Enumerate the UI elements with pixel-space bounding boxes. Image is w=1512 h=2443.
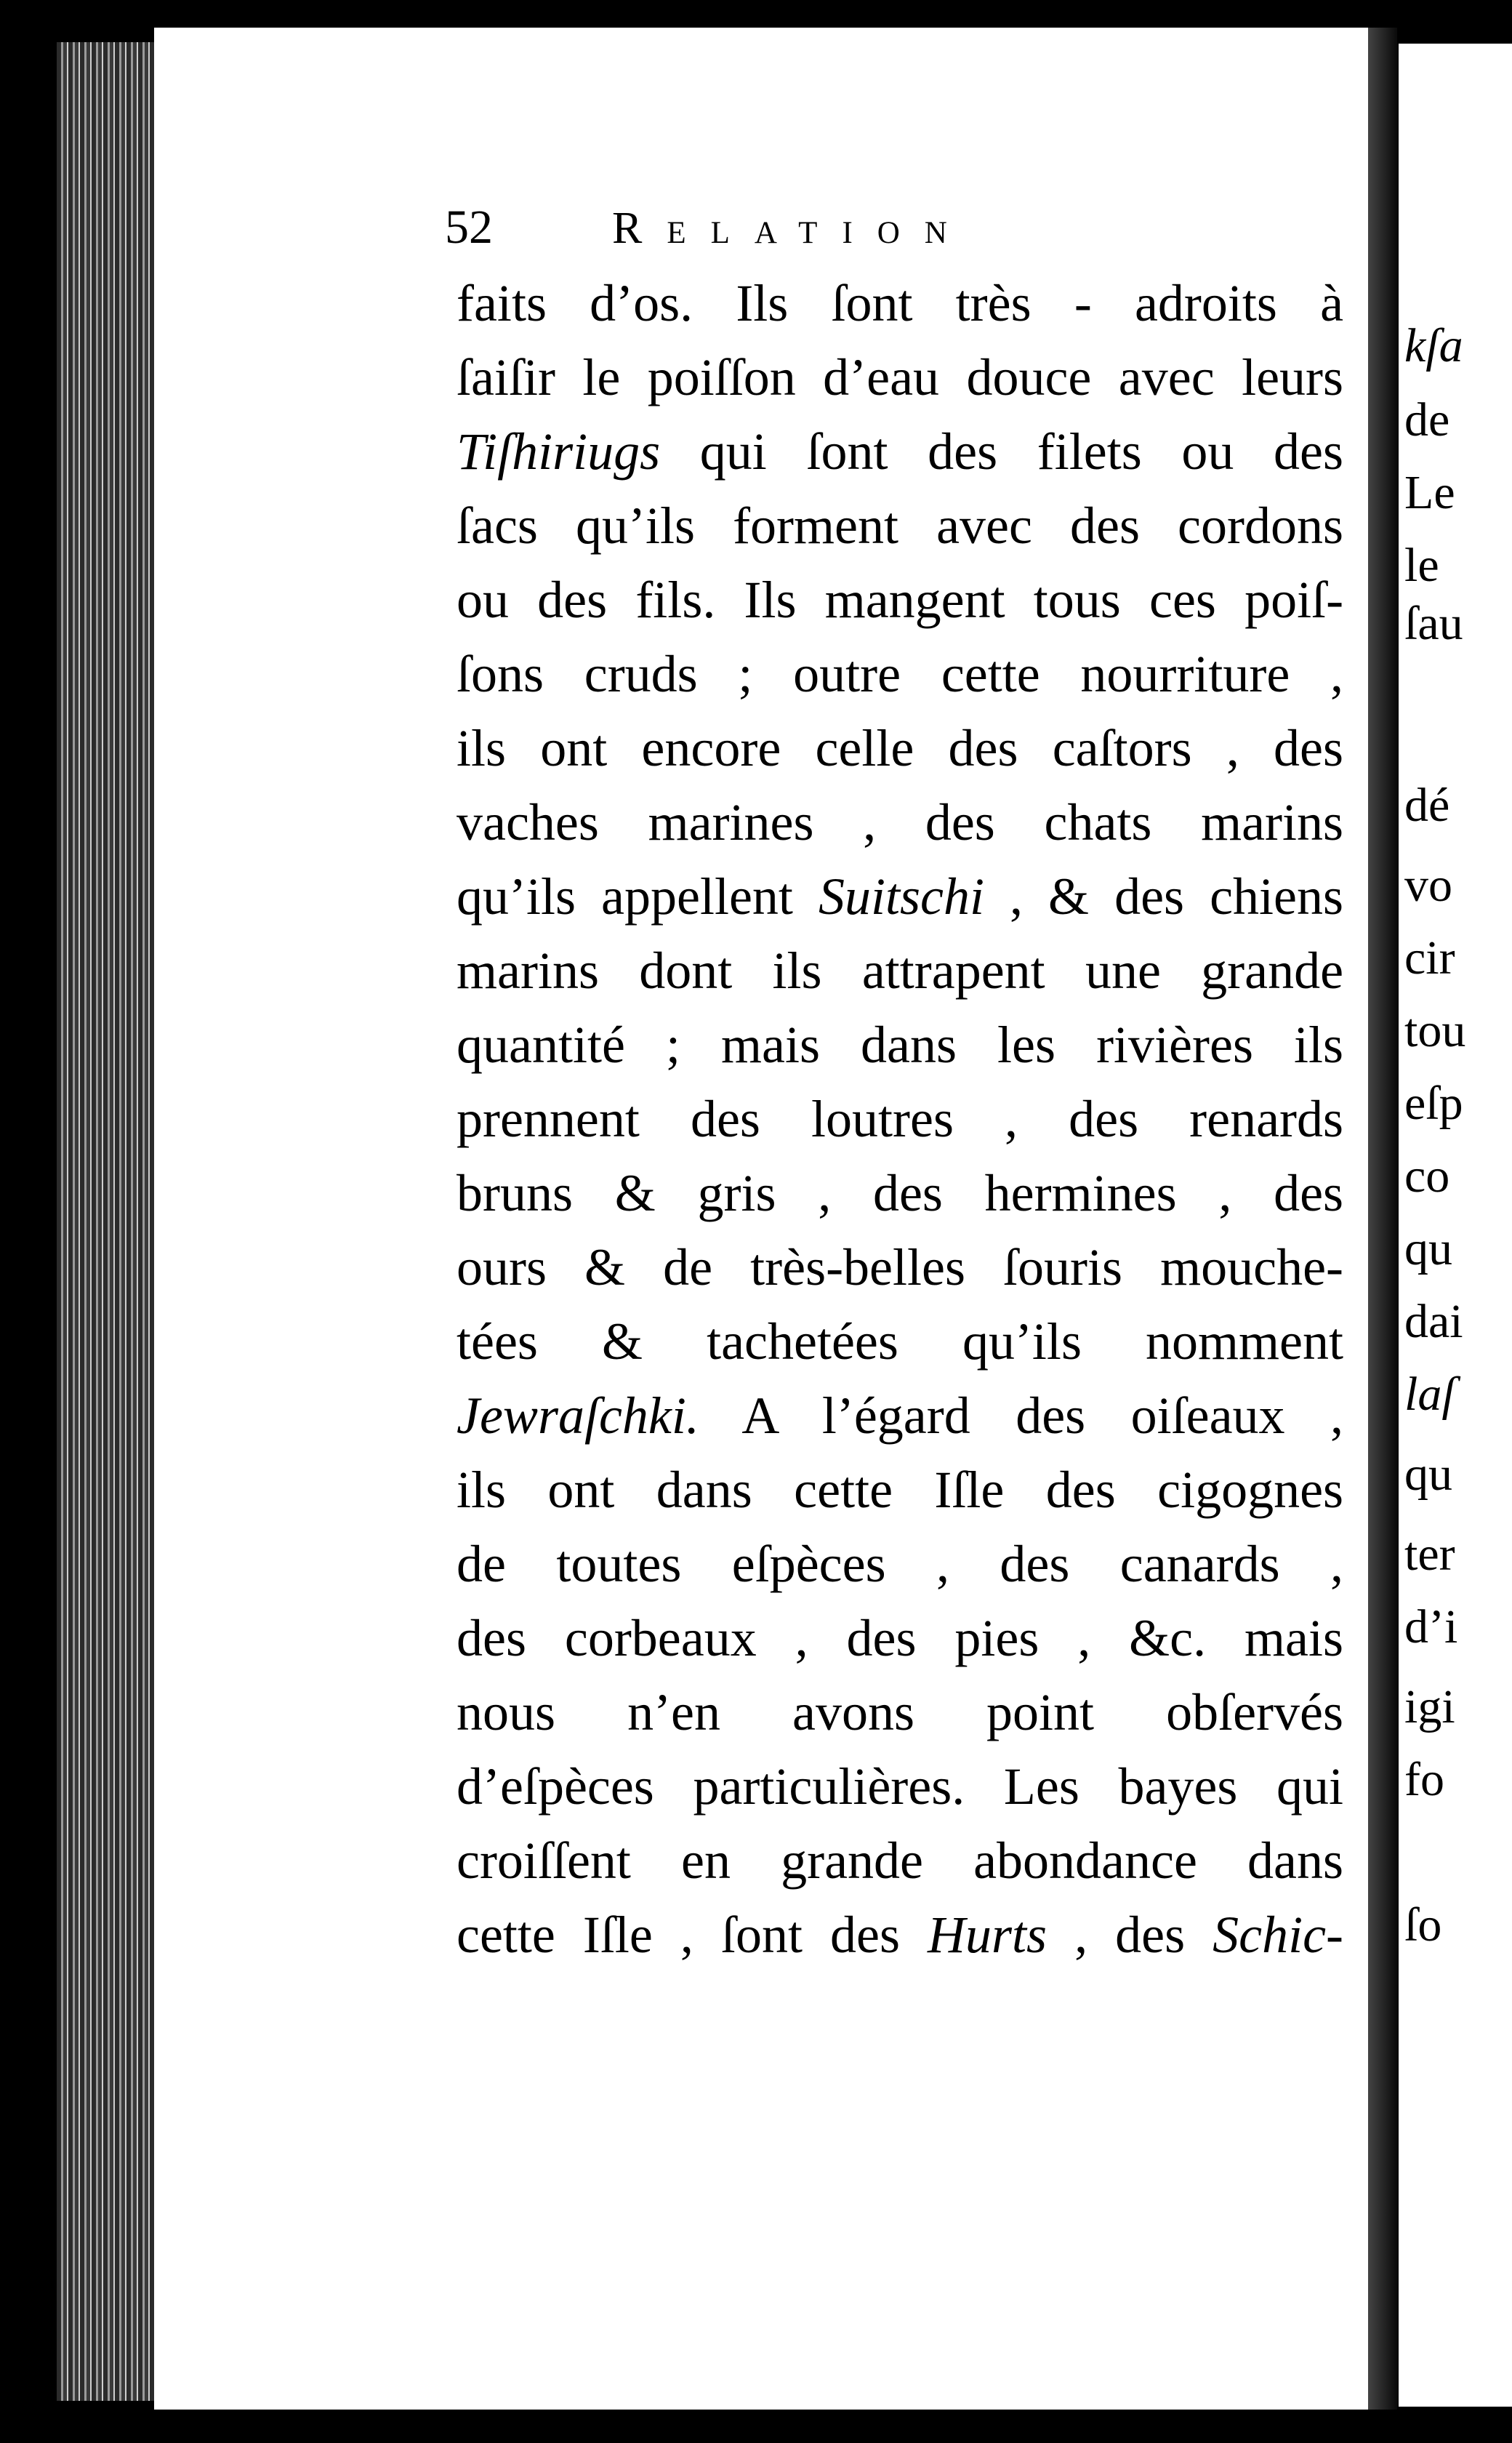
facing-page-fragment-text: co xyxy=(1404,1150,1450,1203)
text-line: d’eſpèces particulières. Les bayes qui xyxy=(457,1757,1344,1816)
facing-page-fragment-text: le xyxy=(1404,539,1439,592)
facing-page-fragment-text: tou xyxy=(1404,1004,1466,1057)
running-title: Relation xyxy=(612,204,972,253)
text-line: de toutes eſpèces , des canards , xyxy=(457,1535,1344,1593)
text-line: Jewraſchki. A l’égard des oiſeaux , xyxy=(457,1387,1343,1445)
text-line: quantité ; mais dans les rivières ils xyxy=(457,1016,1344,1074)
facing-page-fragment-text: kſa xyxy=(1404,319,1463,372)
text-line: ſons cruds ; outre cette nourriture , xyxy=(457,645,1344,703)
text-line: ils ont encore celle des caſtors , des xyxy=(457,719,1343,777)
text-line: Tiſhiriugs qui ſont des filets ou des xyxy=(457,422,1344,481)
running-head xyxy=(445,200,1172,258)
text-line: croiſſent en grande abondance dans xyxy=(457,1832,1344,1890)
facing-page-fragment-text: cir xyxy=(1404,931,1455,984)
text-line: bruns & gris , des hermines , des xyxy=(457,1164,1344,1222)
gutter-shadow xyxy=(1368,28,1397,2410)
text-line: qu’ils appellent Suitschi , & des chiens xyxy=(457,867,1344,926)
text-line: tées & tachetées qu’ils nomment xyxy=(457,1312,1343,1371)
facing-page-fragment-text: eſp xyxy=(1404,1077,1463,1130)
book-page-edges xyxy=(57,42,166,2401)
text-line: cette Iſle , ſont des Hurts , des Schic- xyxy=(457,1906,1344,1964)
facing-page-fragment-text: qu xyxy=(1404,1448,1452,1501)
facing-page-fragment-text: laſ xyxy=(1404,1368,1455,1421)
body-text xyxy=(457,266,1343,1972)
facing-page-fragment-text: ſo xyxy=(1404,1898,1442,1951)
text-line: vaches marines , des chats marins xyxy=(457,793,1344,851)
facing-page-fragment-text: qu xyxy=(1404,1222,1452,1275)
facing-page-fragment-text: fo xyxy=(1404,1753,1444,1806)
facing-page-fragment-text: igi xyxy=(1404,1680,1455,1733)
facing-page-fragment-text: Le xyxy=(1404,466,1455,519)
facing-page-fragment-text: ſau xyxy=(1404,597,1463,650)
facing-page-fragment-text: dé xyxy=(1404,779,1450,832)
text-line: ſaiſir le poiſſon d’eau douce avec leurs xyxy=(457,348,1344,406)
facing-page-fragment-text: ter xyxy=(1404,1528,1455,1581)
facing-page-fragment xyxy=(1399,44,1512,2407)
text-line: ils ont dans cette Iſle des cigognes xyxy=(457,1461,1344,1519)
page-number: 52 xyxy=(445,201,493,254)
text-line: des corbeaux , des pies , &c. mais xyxy=(457,1609,1343,1667)
text-line: ou des fils. Ils mangent tous ces poiſ- xyxy=(457,571,1344,629)
facing-page-fragment-text: de xyxy=(1404,393,1450,446)
text-line: ours & de très-belles ſouris mouche- xyxy=(457,1238,1344,1296)
text-line: nous n’en avons point obſervés xyxy=(457,1683,1344,1741)
text-line: prennent des loutres , des renards xyxy=(457,1090,1344,1148)
text-line: ſacs qu’ils forment avec des cordons xyxy=(457,497,1343,555)
facing-page-fragment-text: vo xyxy=(1404,859,1452,912)
facing-page-fragment-text: dai xyxy=(1404,1295,1463,1348)
text-line: marins dont ils attrapent une grande xyxy=(457,942,1344,1000)
facing-page-fragment-text: d’i xyxy=(1404,1600,1458,1653)
text-line: faits d’os. Ils ſont très - adroits à xyxy=(457,274,1344,332)
